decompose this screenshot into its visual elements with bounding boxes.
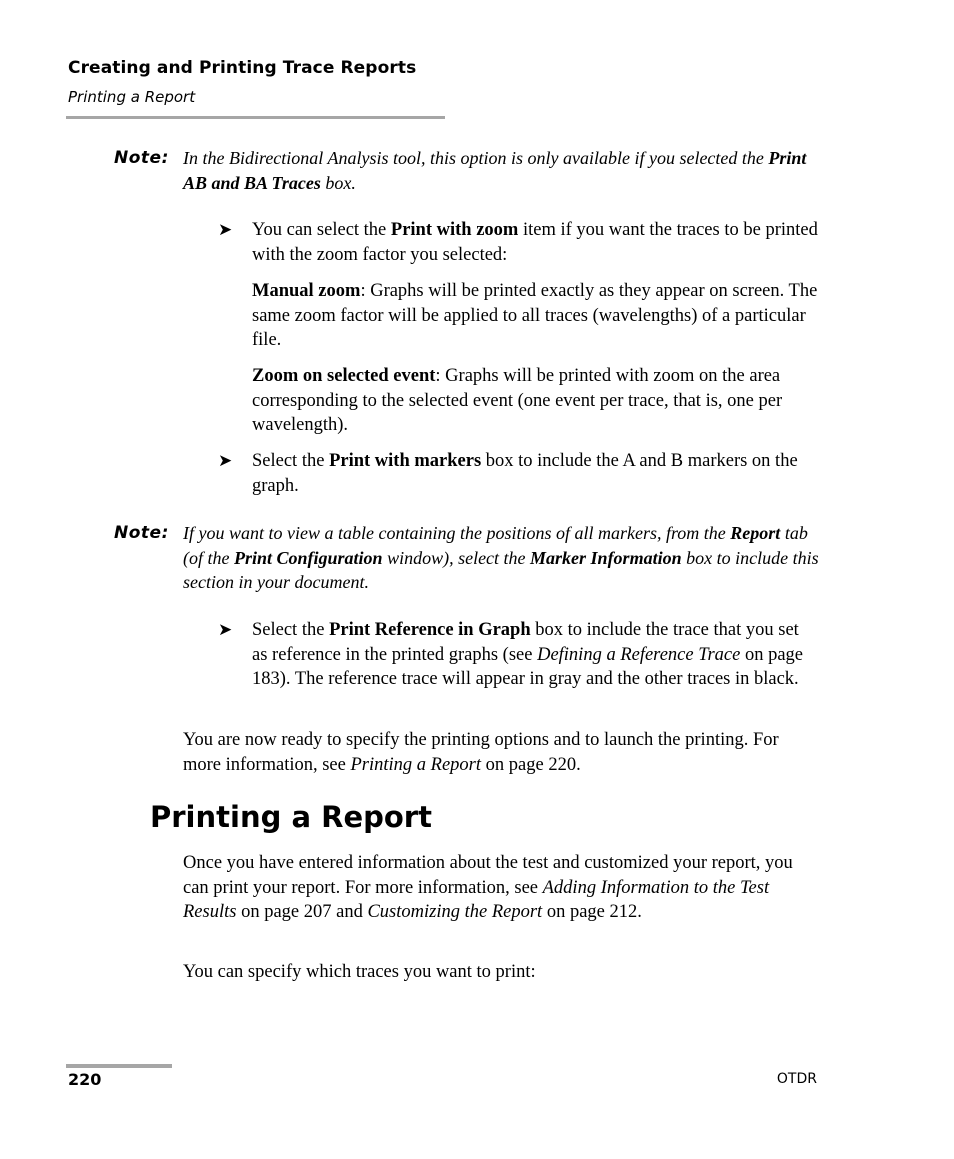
bullet-text: Select the Print Reference in Graph box to include the trace that you set as reference in the printed graphs (see Defining a Reference Trace on page 183). The reference trace will appear in gray and the other traces in black.	[252, 620, 804, 689]
bullet-text: Select the Print with markers box to include the A and B markers on the graph.	[252, 451, 798, 496]
manual-zoom-paragraph: Manual zoom: Graphs will be printed exactly as they appear on screen. The same zoom factor will be applied to all traces (wavelengths) of a particular file.	[252, 281, 818, 350]
section-heading: Printing a Report	[150, 800, 432, 834]
traces-paragraph: You can specify which traces you want to print:	[183, 962, 536, 982]
bullet-text: You can select the Print with zoom item if you want the traces to be printed with the zoom factor you selected:	[252, 220, 818, 265]
zoom-selected-event-paragraph: Zoom on selected event: Graphs will be printed with zoom on the area corresponding to the selected event (one event per trace, that is, one per wavelength).	[252, 366, 783, 435]
section-subtitle: Printing a Report	[68, 88, 196, 106]
product-name: OTDR	[776, 1071, 817, 1087]
cross-reference-link: Printing a Report	[350, 754, 482, 775]
arrow-bullet-icon: ➤	[218, 451, 233, 470]
note-label: Note:	[114, 148, 169, 168]
bullet-print-with-zoom	[218, 218, 818, 267]
footer-rule	[66, 1064, 172, 1068]
chapter-title: Creating and Printing Trace Reports	[68, 58, 417, 78]
note-label: Note:	[114, 523, 169, 543]
arrow-bullet-icon: ➤	[218, 220, 233, 239]
intro-paragraph: Once you have entered information about the test and customized your report, you can print your report. For more information, see Adding Information to the Test Results on page 207 and Customizing the Report on page 212.	[183, 853, 793, 922]
note-bidirectional	[114, 146, 824, 195]
bullet-print-reference	[218, 618, 818, 692]
ready-paragraph: You are now ready to specify the printing options and to launch the printing. For more information, see Printing a Report on page 220.	[183, 730, 779, 775]
note-marker-information	[114, 521, 824, 595]
bullet-print-with-markers	[218, 449, 818, 498]
note-text: In the Bidirectional Analysis tool, this option is only available if you selected the Print AB and BA Traces box.	[183, 148, 807, 193]
note-text: If you want to view a table containing the positions of all markers, from the Report tab (of the Print Configuration window), select the Marker Information box to include this section in your document.	[183, 523, 819, 592]
header-rule	[66, 116, 445, 119]
page-number: 220	[68, 1070, 102, 1089]
arrow-bullet-icon: ➤	[218, 620, 233, 639]
